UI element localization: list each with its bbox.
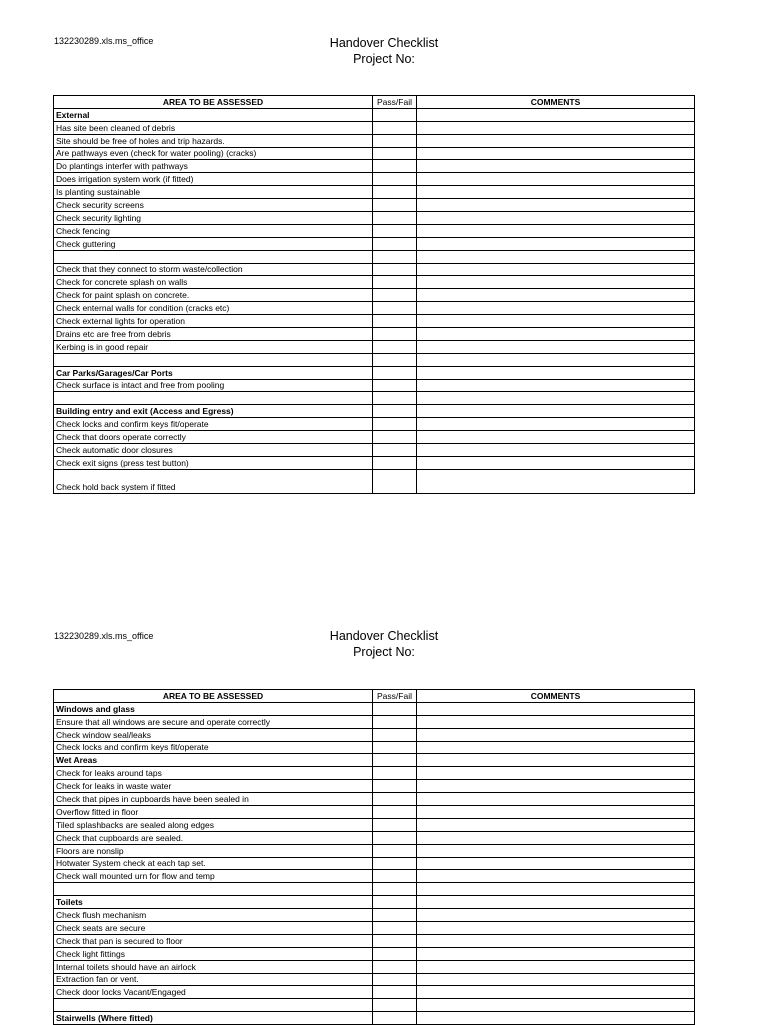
assessment-item: Check that cupboards are sealed. <box>54 831 373 844</box>
checklist-row <box>54 741 695 754</box>
assessment-item: Are pathways even (check for water pooling) (cracks) <box>54 147 373 160</box>
assessment-item <box>54 999 373 1012</box>
assessment-item: Has site been cleaned of debris <box>54 121 373 134</box>
checklist-row <box>54 134 695 147</box>
assessment-item: Overflow fitted in floor <box>54 806 373 819</box>
file-reference: 132230289.xls.ms_office <box>54 631 154 641</box>
pass-fail-cell[interactable] <box>373 340 417 353</box>
section-header-row <box>54 702 695 715</box>
checklist-row <box>54 973 695 986</box>
pass-fail-column-header: Pass/Fail <box>373 690 417 703</box>
comments-cell[interactable] <box>417 999 695 1012</box>
checklist-row <box>54 870 695 883</box>
pass-fail-cell[interactable] <box>373 160 417 173</box>
assessment-item: Check hold back system if fitted <box>54 469 373 493</box>
comments-cell[interactable] <box>417 741 695 754</box>
pass-fail-cell[interactable] <box>373 831 417 844</box>
checklist-row <box>54 224 695 237</box>
checklist-row <box>54 379 695 392</box>
checklist-row <box>54 909 695 922</box>
comments-cell[interactable] <box>417 379 695 392</box>
checklist-row <box>54 883 695 896</box>
comments-cell[interactable] <box>417 250 695 263</box>
assessment-item: Check for leaks in waste water <box>54 780 373 793</box>
assessment-item <box>54 353 373 366</box>
assessment-item: Ensure that all windows are secure and operate correctly <box>54 715 373 728</box>
comments-cell[interactable] <box>417 173 695 186</box>
pass-fail-cell[interactable] <box>373 780 417 793</box>
checklist-row <box>54 999 695 1012</box>
checklist-row <box>54 237 695 250</box>
assessment-item: Check automatic door closures <box>54 444 373 457</box>
comments-cell[interactable] <box>417 276 695 289</box>
assessment-item: Hotwater System check at each tap set. <box>54 857 373 870</box>
area-column-header: AREA TO BE ASSESSED <box>54 96 373 109</box>
assessment-item: Check locks and confirm keys fit/operate <box>54 418 373 431</box>
comments-cell[interactable] <box>417 212 695 225</box>
assessment-item: Is planting sustainable <box>54 186 373 199</box>
comments-cell[interactable] <box>417 960 695 973</box>
assessment-item: Check that they connect to storm waste/collection <box>54 263 373 276</box>
comments-cell[interactable] <box>417 767 695 780</box>
pass-fail-cell[interactable] <box>373 973 417 986</box>
assessment-item: Check flush mechanism <box>54 909 373 922</box>
pass-fail-cell[interactable] <box>373 818 417 831</box>
table-header-row <box>54 690 695 703</box>
pass-fail-cell[interactable] <box>373 186 417 199</box>
assessment-item: Tiled splashbacks are sealed along edges <box>54 818 373 831</box>
assessment-item: Check external lights for operation <box>54 315 373 328</box>
section-title: Car Parks/Garages/Car Ports <box>54 366 373 379</box>
pass-fail-cell[interactable] <box>373 108 417 121</box>
checklist-row <box>54 986 695 999</box>
pass-fail-cell[interactable] <box>373 456 417 469</box>
comments-cell[interactable] <box>417 353 695 366</box>
comments-cell[interactable] <box>417 392 695 405</box>
checklist-row <box>54 844 695 857</box>
checklist-row <box>54 922 695 935</box>
comments-cell[interactable] <box>417 728 695 741</box>
section-header-row <box>54 108 695 121</box>
assessment-item: Check for paint splash on concrete. <box>54 289 373 302</box>
pass-fail-cell[interactable] <box>373 741 417 754</box>
comments-cell[interactable] <box>417 947 695 960</box>
pass-fail-cell[interactable] <box>373 728 417 741</box>
pass-fail-cell[interactable] <box>373 986 417 999</box>
pass-fail-cell[interactable] <box>373 289 417 302</box>
pass-fail-cell[interactable] <box>373 1012 417 1025</box>
comments-cell[interactable] <box>417 934 695 947</box>
pass-fail-cell[interactable] <box>373 922 417 935</box>
checklist-row <box>54 289 695 302</box>
assessment-item <box>54 883 373 896</box>
pass-fail-cell[interactable] <box>373 857 417 870</box>
checklist-row <box>54 806 695 819</box>
pass-fail-cell[interactable] <box>373 379 417 392</box>
comments-cell[interactable] <box>417 793 695 806</box>
comments-cell[interactable] <box>417 780 695 793</box>
section-header-row <box>54 366 695 379</box>
comments-cell[interactable] <box>417 134 695 147</box>
checklist-row <box>54 212 695 225</box>
assessment-item: Check wall mounted urn for flow and temp <box>54 870 373 883</box>
comments-cell[interactable] <box>417 431 695 444</box>
assessment-item: Check fencing <box>54 224 373 237</box>
pass-fail-cell[interactable] <box>373 302 417 315</box>
section-header-row <box>54 754 695 767</box>
checklist-row <box>54 173 695 186</box>
pass-fail-cell[interactable] <box>373 134 417 147</box>
pass-fail-cell[interactable] <box>373 431 417 444</box>
section-title: Windows and glass <box>54 702 373 715</box>
pass-fail-cell[interactable] <box>373 250 417 263</box>
pass-fail-cell[interactable] <box>373 793 417 806</box>
checklist-table <box>53 689 695 1025</box>
checklist-table <box>53 95 695 494</box>
assessment-item: Check security lighting <box>54 212 373 225</box>
checklist-row <box>54 469 695 493</box>
checklist-row <box>54 767 695 780</box>
comments-cell[interactable] <box>417 922 695 935</box>
comments-cell[interactable] <box>417 754 695 767</box>
assessment-item: Do plantings interfer with pathways <box>54 160 373 173</box>
comments-cell[interactable] <box>417 831 695 844</box>
assessment-item: Check locks and confirm keys fit/operate <box>54 741 373 754</box>
comments-cell[interactable] <box>417 986 695 999</box>
checklist-row <box>54 793 695 806</box>
assessment-item: Check security screens <box>54 199 373 212</box>
assessment-item: Check enternal walls for condition (cracks etc) <box>54 302 373 315</box>
comments-cell[interactable] <box>417 237 695 250</box>
section-header-row <box>54 1012 695 1025</box>
checklist-row <box>54 715 695 728</box>
comments-cell[interactable] <box>417 883 695 896</box>
checklist-row <box>54 444 695 457</box>
pass-fail-column-header: Pass/Fail <box>373 96 417 109</box>
comments-cell[interactable] <box>417 1012 695 1025</box>
pass-fail-cell[interactable] <box>373 947 417 960</box>
checklist-row <box>54 263 695 276</box>
pass-fail-cell[interactable] <box>373 702 417 715</box>
checklist-row <box>54 315 695 328</box>
comments-cell[interactable] <box>417 418 695 431</box>
checklist-row <box>54 857 695 870</box>
assessment-item: Check for leaks around taps <box>54 767 373 780</box>
comments-cell[interactable] <box>417 806 695 819</box>
pass-fail-cell[interactable] <box>373 844 417 857</box>
assessment-item: Check that pan is secured to floor <box>54 934 373 947</box>
section-header-row <box>54 896 695 909</box>
pass-fail-cell[interactable] <box>373 999 417 1012</box>
pass-fail-cell[interactable] <box>373 199 417 212</box>
comments-cell[interactable] <box>417 896 695 909</box>
comments-cell[interactable] <box>417 340 695 353</box>
comments-cell[interactable] <box>417 444 695 457</box>
assessment-item: Check for concrete splash on walls <box>54 276 373 289</box>
comments-cell[interactable] <box>417 857 695 870</box>
pass-fail-cell[interactable] <box>373 870 417 883</box>
checklist-row <box>54 199 695 212</box>
section-title: Wet Areas <box>54 754 373 767</box>
comments-cell[interactable] <box>417 160 695 173</box>
assessment-item: Check light fittings <box>54 947 373 960</box>
comments-cell[interactable] <box>417 302 695 315</box>
comments-cell[interactable] <box>417 366 695 379</box>
pass-fail-cell[interactable] <box>373 767 417 780</box>
project-number-label: Project No: <box>353 52 415 66</box>
assessment-item: Check guttering <box>54 237 373 250</box>
checklist-row <box>54 328 695 341</box>
comments-column-header: COMMENTS <box>417 690 695 703</box>
assessment-item: Check that doors operate correctly <box>54 431 373 444</box>
comments-cell[interactable] <box>417 199 695 212</box>
pass-fail-cell[interactable] <box>373 405 417 418</box>
comments-cell[interactable] <box>417 121 695 134</box>
pass-fail-cell[interactable] <box>373 276 417 289</box>
file-reference: 132230289.xls.ms_office <box>54 36 154 46</box>
assessment-item: Kerbing is in good repair <box>54 340 373 353</box>
comments-cell[interactable] <box>417 147 695 160</box>
pass-fail-cell[interactable] <box>373 328 417 341</box>
comments-cell[interactable] <box>417 289 695 302</box>
checklist-row <box>54 340 695 353</box>
pass-fail-cell[interactable] <box>373 444 417 457</box>
comments-cell[interactable] <box>417 186 695 199</box>
pass-fail-cell[interactable] <box>373 883 417 896</box>
comments-column-header: COMMENTS <box>417 96 695 109</box>
assessment-item: Does irrigation system work (if fitted) <box>54 173 373 186</box>
comments-cell[interactable] <box>417 702 695 715</box>
checklist-row <box>54 302 695 315</box>
checklist-row <box>54 960 695 973</box>
checklist-row <box>54 250 695 263</box>
assessment-item: Site should be free of holes and trip hazards. <box>54 134 373 147</box>
comments-cell[interactable] <box>417 973 695 986</box>
assessment-item: Internal toilets should have an airlock <box>54 960 373 973</box>
pass-fail-cell[interactable] <box>373 224 417 237</box>
pass-fail-cell[interactable] <box>373 366 417 379</box>
section-title: Stairwells (Where fitted) <box>54 1012 373 1025</box>
pass-fail-cell[interactable] <box>373 315 417 328</box>
assessment-item: Drains etc are free from debris <box>54 328 373 341</box>
checklist-row <box>54 728 695 741</box>
assessment-item: Floors are nonslip <box>54 844 373 857</box>
comments-cell[interactable] <box>417 844 695 857</box>
checklist-row <box>54 947 695 960</box>
comments-cell[interactable] <box>417 224 695 237</box>
area-column-header: AREA TO BE ASSESSED <box>54 690 373 703</box>
project-number-label: Project No: <box>353 645 415 659</box>
section-title: External <box>54 108 373 121</box>
section-header-row <box>54 405 695 418</box>
pass-fail-cell[interactable] <box>373 469 417 493</box>
checklist-row <box>54 160 695 173</box>
title-block <box>0 628 768 660</box>
document-title: Handover Checklist <box>329 36 439 50</box>
pass-fail-cell[interactable] <box>373 121 417 134</box>
section-title: Toilets <box>54 896 373 909</box>
checklist-row <box>54 121 695 134</box>
pass-fail-cell[interactable] <box>373 212 417 225</box>
pass-fail-cell[interactable] <box>373 237 417 250</box>
checklist-row <box>54 186 695 199</box>
pass-fail-cell[interactable] <box>373 960 417 973</box>
comments-cell[interactable] <box>417 818 695 831</box>
checklist-row <box>54 431 695 444</box>
pass-fail-cell[interactable] <box>373 418 417 431</box>
checklist-row <box>54 392 695 405</box>
section-title: Building entry and exit (Access and Egress) <box>54 405 373 418</box>
document-title: Handover Checklist <box>329 629 439 643</box>
pass-fail-cell[interactable] <box>373 715 417 728</box>
comments-cell[interactable] <box>417 469 695 493</box>
assessment-item: Check surface is intact and free from pooling <box>54 379 373 392</box>
comments-cell[interactable] <box>417 263 695 276</box>
checklist-row <box>54 934 695 947</box>
checklist-row <box>54 456 695 469</box>
comments-cell[interactable] <box>417 108 695 121</box>
checklist-row <box>54 147 695 160</box>
comments-cell[interactable] <box>417 405 695 418</box>
checklist-row <box>54 818 695 831</box>
assessment-item: Check seats are secure <box>54 922 373 935</box>
comments-cell[interactable] <box>417 456 695 469</box>
pass-fail-cell[interactable] <box>373 263 417 276</box>
assessment-item: Check window seal/leaks <box>54 728 373 741</box>
checklist-row <box>54 418 695 431</box>
assessment-item <box>54 392 373 405</box>
assessment-item: Check exit signs (press test button) <box>54 456 373 469</box>
checklist-row <box>54 353 695 366</box>
pass-fail-cell[interactable] <box>373 896 417 909</box>
comments-cell[interactable] <box>417 315 695 328</box>
pass-fail-cell[interactable] <box>373 353 417 366</box>
checklist-row <box>54 831 695 844</box>
assessment-item: Extraction fan or vent. <box>54 973 373 986</box>
comments-cell[interactable] <box>417 870 695 883</box>
pass-fail-cell[interactable] <box>373 909 417 922</box>
checklist-row <box>54 276 695 289</box>
comments-cell[interactable] <box>417 909 695 922</box>
assessment-item: Check that pipes in cupboards have been sealed in <box>54 793 373 806</box>
comments-cell[interactable] <box>417 328 695 341</box>
pass-fail-cell[interactable] <box>373 754 417 767</box>
table-header-row <box>54 96 695 109</box>
pass-fail-cell[interactable] <box>373 392 417 405</box>
assessment-item: Check door locks Vacant/Engaged <box>54 986 373 999</box>
pass-fail-cell[interactable] <box>373 934 417 947</box>
assessment-item <box>54 250 373 263</box>
checklist-row <box>54 780 695 793</box>
pass-fail-cell[interactable] <box>373 147 417 160</box>
title-block <box>0 35 768 67</box>
pass-fail-cell[interactable] <box>373 806 417 819</box>
pass-fail-cell[interactable] <box>373 173 417 186</box>
comments-cell[interactable] <box>417 715 695 728</box>
